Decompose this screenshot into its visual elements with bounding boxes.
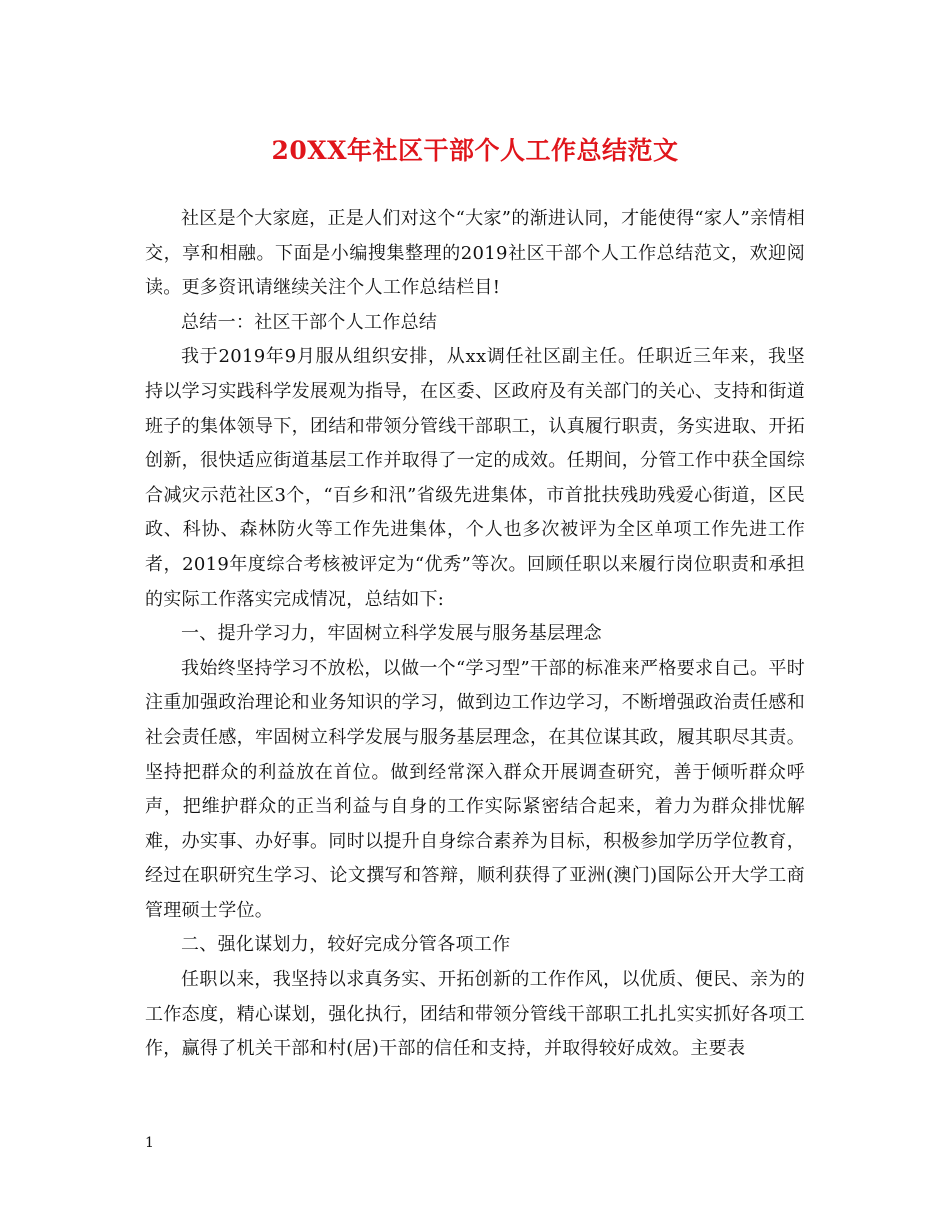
paragraph-intro: 社区是个大家庭，正是人们对这个“大家”的渐进认同，才能使得“家人”亲情相交，享和相融。下面是小编搜集整理的2019社区干部个人工作总结范文，欢迎阅读。更多资讯请继续关注个人工作总结栏目! (145, 208, 805, 299)
paragraph-appointment: 我于2019年9月服从组织安排，从xx调任社区副主任。任职近三年来，我坚持以学习实践科学发展观为指导，在区委、区政府及有关部门的关心、支持和街道班子的集体领导下，团结和带领分管线干部职工，认真履行职责，务实进取、开拓创新，很快适应街道基层工作并取得了一定的成效。任期间，分管工作中获全国综合减灾示范社区3个，“百乡和汛”省级先进集体，市首批扶残助残爱心街道，区民政、科协、森林防火等工作先进集体，个人也多次被评为全区单项工作先进工作者，2019年度综合考核被评定为“优秀”等次。回顾任职以来履行岗位职责和承担的实际工作落实完成情况，总结如下: (145, 346, 805, 610)
paragraph-planning: 任职以来，我坚持以求真务实、开拓创新的工作作风，以优质、便民、亲为的工作态度，精心谋划，强化执行，团结和带领分管线干部职工扎扎实实抓好各项工作，赢得了机关干部和村(居)干部的信任和支持，并取得较好成效。主要表 (145, 969, 805, 1060)
section-heading-learning: 一、提升学习力，牢固树立科学发展与服务基层理念 (181, 623, 602, 645)
section-heading-summary-one: 总结一：社区干部个人工作总结 (181, 311, 438, 333)
document-body (145, 202, 805, 1067)
paragraph-learning: 我始终坚持学习不放松，以做一个“学习型”干部的标准来严格要求自己。平时注重加强政治理论和业务知识的学习，做到边工作边学习，不断增强政治责任感和社会责任感，牢固树立科学发展与服务基层理念，在其位谋其政，履其职尽其责。坚持把群众的利益放在首位。做到经常深入群众开展调查研究，善于倾听群众呼声，把维护群众的正当利益与自身的工作实际紧密结合起来，着力为群众排忧解难，办实事、办好事。同时以提升自身综合素养为目标，积极参加学历学位教育，经过在职研究生学习、论文撰写和答辩，顺利获得了亚洲(澳门)国际公开大学工商管理硕士学位。 (145, 657, 805, 921)
section-heading-planning: 二、强化谋划力，较好完成分管各项工作 (181, 934, 511, 956)
page-number: 1 (145, 1135, 154, 1151)
document-title: 20XX年社区干部个人工作总结范文 (271, 136, 679, 165)
